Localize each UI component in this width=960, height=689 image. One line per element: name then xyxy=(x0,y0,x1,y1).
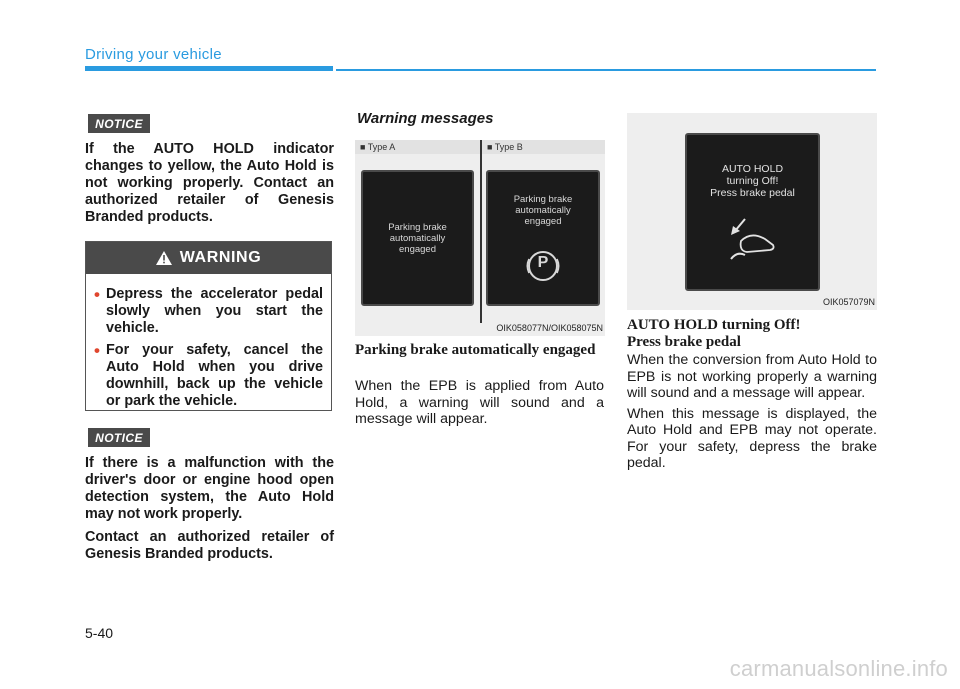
notice-badge: NOTICE xyxy=(88,428,150,447)
subheading-parking-brake: Parking brake automatically engaged xyxy=(355,342,596,358)
notice-text-auto-hold xyxy=(85,141,334,232)
type-a-label: ■ Type A xyxy=(355,140,480,154)
warning-list xyxy=(86,274,331,410)
notice-badge: NOTICE xyxy=(88,114,150,133)
watermark: carmanualsonline.info xyxy=(729,656,948,681)
warning-item: • Depress the accelerator pedal slowly when you start the vehicle. xyxy=(106,286,323,337)
screen-line: Press brake pedal xyxy=(710,187,795,199)
section-title: Warning messages xyxy=(357,110,494,127)
notice-text-malfunction xyxy=(85,455,334,569)
figure-panel-auto-hold xyxy=(627,113,877,310)
screen-auto-hold xyxy=(685,133,820,291)
figure-code: OIK058077N/OIK058075N xyxy=(496,323,603,333)
warning-header xyxy=(86,242,331,274)
screen-line: automatically xyxy=(389,233,446,244)
warning-title: WARNING xyxy=(179,249,262,266)
body-paragraph: When the EPB is applied from Auto Hold, a warning will sound and a message will appear. xyxy=(355,378,604,427)
screen-line: turning Off! xyxy=(726,175,779,187)
parking-symbol: P xyxy=(537,254,549,271)
notice-paragraph: If there is a malfunction with the driver's door or engine hood open detection system, the Auto Hold may not work properly. xyxy=(85,455,334,522)
screen-line: engaged xyxy=(524,216,562,227)
body-paragraph: When this message is displayed, the Auto Hold and EPB may not operate. For your safety, depress the brake pedal. xyxy=(627,405,877,471)
type-b-label: ■ Type B xyxy=(482,140,605,154)
body-parking-brake xyxy=(355,378,604,432)
header-rule-thick xyxy=(85,66,333,71)
body-paragraph: When the conversion from Auto Hold to EPB is not working properly a warning will sound and a message will appear. xyxy=(627,352,877,401)
screen-line: Parking brake xyxy=(388,222,447,233)
notice-paragraph: Contact an authorized retailer of Genesis Branded products. xyxy=(85,529,334,562)
screen-line: automatically xyxy=(515,205,571,216)
warning-item: • For your safety, cancel the Auto Hold when you drive downhill, back up the vehicle or park the vehicle. xyxy=(106,342,323,410)
notice-paragraph: If the AUTO HOLD indicator changes to yellow, the Auto Hold is not working properly. Contact an authorized retailer of Genesis Branded products. xyxy=(85,141,334,225)
screen-line: Parking brake xyxy=(513,194,573,205)
section-header: Driving your vehicle xyxy=(85,46,222,63)
figure-panel-types xyxy=(355,140,605,336)
warning-triangle-icon xyxy=(156,251,172,265)
body-auto-hold-off xyxy=(627,352,877,476)
parking-brake-icon xyxy=(526,249,560,283)
screen-type-a xyxy=(361,170,474,306)
figure-divider xyxy=(480,140,482,323)
screen-line: engaged xyxy=(399,244,436,255)
figure-code: OIK057079N xyxy=(822,297,875,307)
header-rule-thin xyxy=(336,69,876,71)
brake-pedal-icon xyxy=(723,215,783,265)
subheading-line: AUTO HOLD turning Off! xyxy=(627,317,801,333)
subheading-line: Press brake pedal xyxy=(627,334,741,350)
page-number: 5-40 xyxy=(85,625,114,641)
warning-box xyxy=(85,241,332,411)
screen-type-b xyxy=(486,170,600,306)
screen-line: AUTO HOLD xyxy=(721,163,784,175)
subheading-auto-hold-off xyxy=(627,317,877,351)
